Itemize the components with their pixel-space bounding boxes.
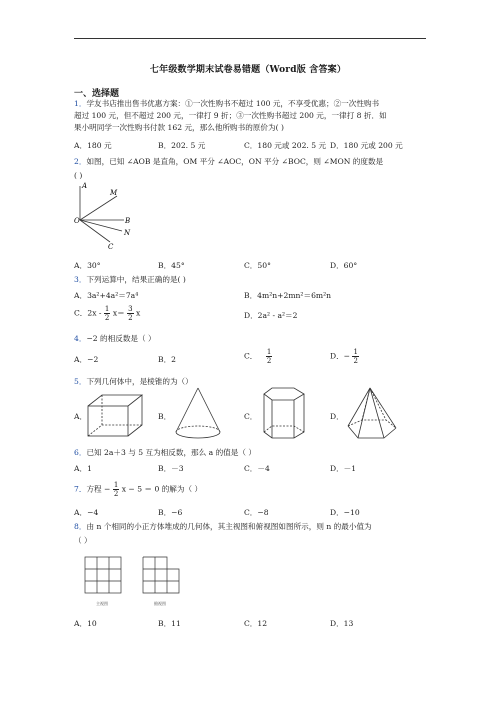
pyramid-icon (346, 386, 400, 444)
q3-option-b: B．4m²n+2mn²＝6m²n (244, 291, 332, 300)
q6-option-b: B．－3 (158, 464, 184, 473)
q6-option-c: C．－4 (244, 464, 270, 473)
q7-option-d: D．−10 (330, 508, 360, 517)
q2-line1: 2．如图，已知 ∠AOB 是直角，OM 平分 ∠AOC，ON 平分 ∠BOC，则 ∠MON 的度数是 (74, 157, 384, 166)
q4-number: 4． (74, 334, 87, 343)
q7-fraction: $\frac{1}{2}$ (113, 481, 119, 498)
q6-number: 6． (74, 448, 87, 457)
q7-stem: 7．方程 − $\frac{1}{2}$ x − 5 ＝ 0 的解为（ ） (74, 481, 203, 498)
q7-option-b: B．−6 (158, 508, 183, 517)
q7-option-c: C．−8 (244, 508, 269, 517)
q3-option-c: C．2x - $\frac{1}{2}$ x＝ $\frac{3}{2}$ x (74, 305, 141, 322)
q3-option-d: D．2a² - a²＝2 (244, 311, 298, 320)
q1-line1: 1．学友书店推出售书优惠方案：①一次性购书不超过 100 元，不享受优惠；②一次性购书 (74, 99, 380, 108)
q1-option-d: D．180 元或 200 元 (330, 141, 403, 150)
q3-fraction-half: $\frac{1}{2}$ (104, 305, 110, 322)
q8-option-b: B．11 (158, 619, 181, 628)
q1-line3: 果小明同学一次性购书付款 162 元，那么他所购书的原价为( ) (74, 123, 284, 132)
q3-stem: 3．下列运算中，结果正确的是( ) (74, 275, 186, 284)
q8-main-view-caption: 主视图 (96, 601, 108, 606)
q8-option-c: C．12 (244, 619, 268, 628)
cone-icon (172, 386, 224, 442)
q4-option-a: A．−2 (74, 355, 99, 364)
q3-fraction-three-halves: $\frac{3}{2}$ (128, 305, 133, 322)
q2-option-b: B．45° (158, 261, 185, 270)
q8-option-d: D．13 (330, 619, 354, 628)
q6-option-a: A．1 (74, 464, 92, 473)
q1-option-c: C．180 元或 202. 5 元 (244, 141, 327, 150)
q4-stem: 4．−2 的相反数是（ ） (74, 334, 156, 343)
q6-option-d: D．－1 (330, 464, 357, 473)
q4-fraction-c: $\frac{1}{2}$ (266, 348, 272, 365)
q7-option-a: A．−4 (74, 508, 99, 517)
label-n: N (124, 229, 131, 237)
q8-option-a: A．10 (74, 619, 97, 628)
q1-line2: 超过 100 元，但不超过 200 元，一律打 9 折；③一次性购书超过 200 元，一律打 8 折．如 (74, 111, 387, 120)
q5-number: 5． (74, 377, 87, 386)
q5-stem: 5．下列几何体中，是棱锥的为（） (74, 377, 193, 386)
label-o: O (74, 217, 80, 225)
q8-number: 8． (74, 522, 87, 531)
q8-line1: 8．由 n 个相同的小正方体堆成的几何体，其主视图和俯视图如图所示，则 n 的最小值为 (74, 522, 372, 531)
ray-oc (80, 220, 110, 242)
q2-option-c: C．50° (244, 261, 271, 270)
q8-top-view-grid (142, 556, 182, 606)
header-rule (74, 38, 426, 39)
q5-option-c: C． (244, 412, 258, 421)
q7-number: 7． (74, 484, 87, 494)
q1-option-a: A．180 元 (74, 141, 112, 150)
label-m: M (110, 189, 118, 197)
q3-number: 3． (74, 275, 87, 284)
q4-option-c: C． $\frac{1}{2}$ (244, 348, 272, 365)
q2-line2: ( ) (74, 171, 83, 180)
q2-angle-figure (72, 183, 162, 253)
page-title: 七年级数学期末试卷易错题（Word版 含答案） (149, 65, 347, 75)
q4-option-d: D．− $\frac{1}{2}$ (330, 348, 358, 365)
cube-icon (86, 392, 146, 442)
hexagonal-prism-icon (262, 384, 312, 444)
q4-fraction-d: $\frac{1}{2}$ (353, 348, 358, 365)
label-c: C (108, 243, 114, 251)
q8-top-view-caption: 俯视图 (154, 601, 166, 606)
label-a: A (82, 182, 88, 190)
q8-main-view-grid (84, 556, 124, 606)
q2-option-d: D．60° (330, 261, 358, 270)
ray-om (80, 196, 117, 220)
q2-option-a: A．30° (74, 261, 101, 270)
q3-option-a: A．3a²+4a²＝7a⁴ (74, 291, 139, 300)
q2-number: 2． (74, 157, 87, 166)
ray-on (80, 220, 122, 231)
q5-option-a: A． (74, 412, 88, 421)
section-heading: 一、选择题 (74, 89, 120, 99)
q5-option-b: B． (158, 412, 172, 421)
q1-number: 1． (74, 99, 87, 108)
q5-option-d: D． (330, 412, 344, 421)
q4-option-b: B．2 (158, 355, 177, 364)
label-b: B (125, 217, 131, 225)
q8-line2: （ ） (74, 536, 92, 545)
q6-stem: 6．已知 2a＋3 与 5 互为相反数，那么 a 的值是（ ） (74, 448, 256, 457)
q1-option-b: B．202. 5 元 (158, 141, 206, 150)
